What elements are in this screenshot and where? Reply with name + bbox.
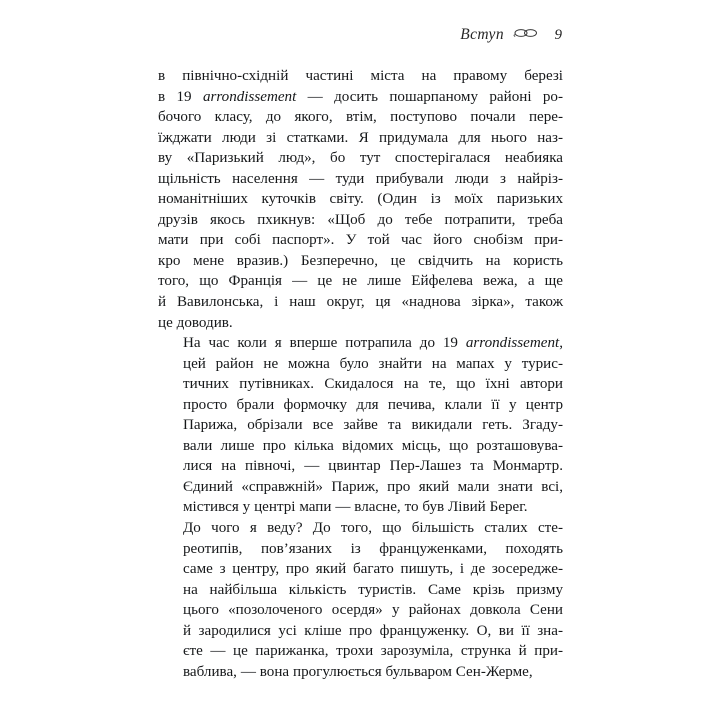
text-line: лися на півночі, — цвинтар Пер-Лашез та Монмартр. xyxy=(183,458,563,475)
text-line: того, що Франція — це не лише Ейфелева вежа, а ще xyxy=(158,273,563,290)
text-line: це доводив. xyxy=(158,314,233,331)
text-line: ваблива, — вона прогулюється бульваром Сен-Жерме, xyxy=(183,663,533,680)
text-line: реотипів, пов’язаних із француженками, походять xyxy=(183,540,563,557)
text-line: вали лише про кілька відомих місць, що розташовува- xyxy=(183,437,563,454)
text-line: їжджати люди зі статками. Я придумала для нього наз- xyxy=(158,129,563,146)
text-line: На час коли я вперше потрапила до 19 arrondissement, xyxy=(183,335,563,352)
text-line: кро мене вразив.) Безперечно, це свідчить на користь xyxy=(158,252,563,269)
text-line: тичних путівниках. Скидалося на те, що їхні автори xyxy=(183,376,563,393)
text-line: До чого я веду? До того, що більшість сталих сте- xyxy=(183,520,563,537)
running-header xyxy=(158,26,562,50)
text-line: цей район не можна було знайти на мапах у турис- xyxy=(183,355,563,372)
text-line: єте — це парижанка, трохи зарозуміла, струнка й при- xyxy=(183,643,563,660)
body-text-block xyxy=(158,66,563,682)
text-line: на найбільша кількість туристів. Саме крізь призму xyxy=(183,581,563,598)
text-line: містився у центрі мапи — власне, то був Лівий Берег. xyxy=(183,499,528,516)
paragraph xyxy=(158,66,563,333)
text-line: мати при собі паспорт». У той час його снобізм при- xyxy=(158,232,563,249)
text-line: Єдиний «справжній» Париж, про який мали знати всі, xyxy=(183,478,563,495)
paragraph xyxy=(158,333,563,518)
text-line: просто брали формочку для печива, клали її у центр xyxy=(183,396,563,413)
text-line: ву «Паризький люд», бо тут спостерігалася неабияка xyxy=(158,150,563,167)
text-line: в 19 arrondissement — досить пошарпаному районі ро- xyxy=(158,88,563,105)
text-line: номанітніших куточків світу. (Один із моїх паризьких xyxy=(158,191,563,208)
italic-term: arrondissement xyxy=(465,335,560,352)
flourish-ornament-icon xyxy=(504,28,548,38)
paragraph xyxy=(158,518,563,682)
text-line: бочого класу, до якого, втім, поступово почали пере- xyxy=(158,109,563,126)
text-line: в північно-східній частині міста на правому березі xyxy=(158,68,563,84)
text-line: друзів якось пхикнув: «Щоб до тебе потрапити, треба xyxy=(158,211,563,228)
running-header-title: Вступ xyxy=(460,26,504,43)
text-line: саме з центру, про який багато пишуть, і де зосередже- xyxy=(183,561,563,578)
text-line: й зародилися усі кліше про француженку. О, ви її зна- xyxy=(183,622,563,639)
italic-term: arrondissement xyxy=(202,88,297,105)
text-line: цього «позолоченого осердя» у районах довкола Сени xyxy=(183,602,563,619)
page-number: 9 xyxy=(554,27,562,43)
text-line: щільність населення — туди прибували люди з найріз- xyxy=(158,170,563,187)
text-line: Парижа, обрізали все зайве та викидали геть. Згаду- xyxy=(183,417,563,434)
text-line: й Вавилонська, і наш округ, ця «наднова зірка», також xyxy=(158,294,563,311)
